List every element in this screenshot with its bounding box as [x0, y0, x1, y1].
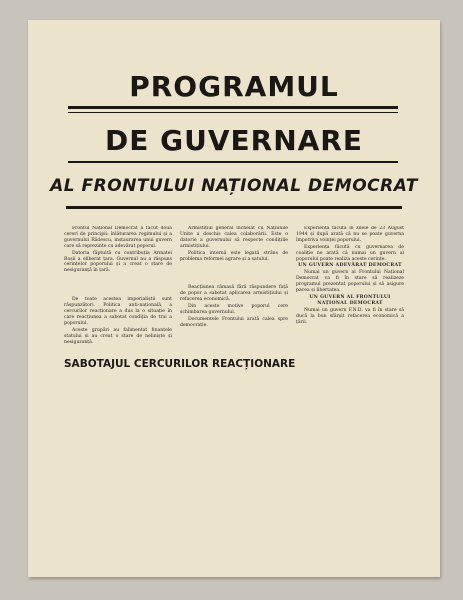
paragraph: Datoria făptuită cu contribuția Armatei Roșii a eliberat țara. Guvernul nu a răspuns cerințelor poporului și a creat o stare de nesiguranță în țară. [64, 250, 172, 274]
section-heading: SABOTAJUL CERCURILOR REACȚIONARE [64, 358, 296, 370]
paragraph: Politica internă este legată strâns de problema reformei agrare și a satului. [180, 250, 288, 262]
printed-sheet [28, 20, 440, 577]
text-columns [64, 226, 404, 556]
emphasis-line: UN GUVERN ADEVĂRAT DEMOCRAT [298, 263, 402, 269]
paragraph: Din aceste motive poporul cere schimbarea guvernului. [180, 304, 288, 316]
subtitle: AL FRONTULUI NAȚIONAL DEMOCRAT [50, 176, 418, 196]
paragraph: Frontul Național Democrat a făcut două cereri de principii: înlăturarea regimului și a guvernului Rădescu, instaurarea unui guvern care să reprezinte cu adevărat poporul. [64, 226, 172, 249]
paragraph: Reacțiunea rămasă fără răspundere față de popor a sabotat aplicarea armistițiului și refacerea economică. [180, 285, 288, 303]
emphasis-line: UN GUVERN AL FRONTULUI NAȚIONAL DEMOCRAT [309, 294, 391, 306]
title-line-2: DE GUVERNARE [105, 124, 363, 157]
paragraph: Experiența făcută cu guvernarea de coaliție ne arată că numai un guvern al poporului poate realiza aceste cerințe. [296, 244, 404, 262]
column-3 [296, 226, 404, 556]
paragraph: Numai un guvern F.N.D. va fi în stare să ducă la bun sfârșit refacerea economică a țării. [296, 307, 404, 325]
paragraph: Numai un guvern al Frontului Național Democrat va fi în stare să realizeze programul prezentat poporului și să asigure pacea și libertatea. [296, 270, 404, 294]
rule-under-subtitle [66, 206, 402, 209]
rule-thick [68, 106, 398, 109]
column-2 [180, 226, 288, 556]
title-line-1: PROGRAMUL [129, 70, 339, 103]
paragraph: De toate acestea imperialiștii sunt răspunzători. Politica anti-națională a cercurilor reacționare a dus la o situație în care reacțiunea a sabotat condiția de trai a poporului. [64, 297, 172, 326]
paragraph: Aceste grupări au falimentat finanțele statului și au creat o stare de neliniște și nesiguranță. [64, 327, 172, 345]
rule-under-title [68, 161, 398, 163]
rule-thin [68, 112, 398, 113]
paragraph: Experiența făcută în zilele de 23 August 1944 și după arată că nu se poate guverna împotriva voinței poporului. [296, 226, 404, 243]
paragraph: Armistițiul general încheiat cu Națiunile Unite a deschis calea colaborării. Este o datorie a guvernului să respecte condițiile armistițiului. [180, 226, 288, 249]
column-1 [64, 226, 172, 556]
paragraph: Documentele Frontului arată calea spre democrație. [180, 316, 288, 328]
